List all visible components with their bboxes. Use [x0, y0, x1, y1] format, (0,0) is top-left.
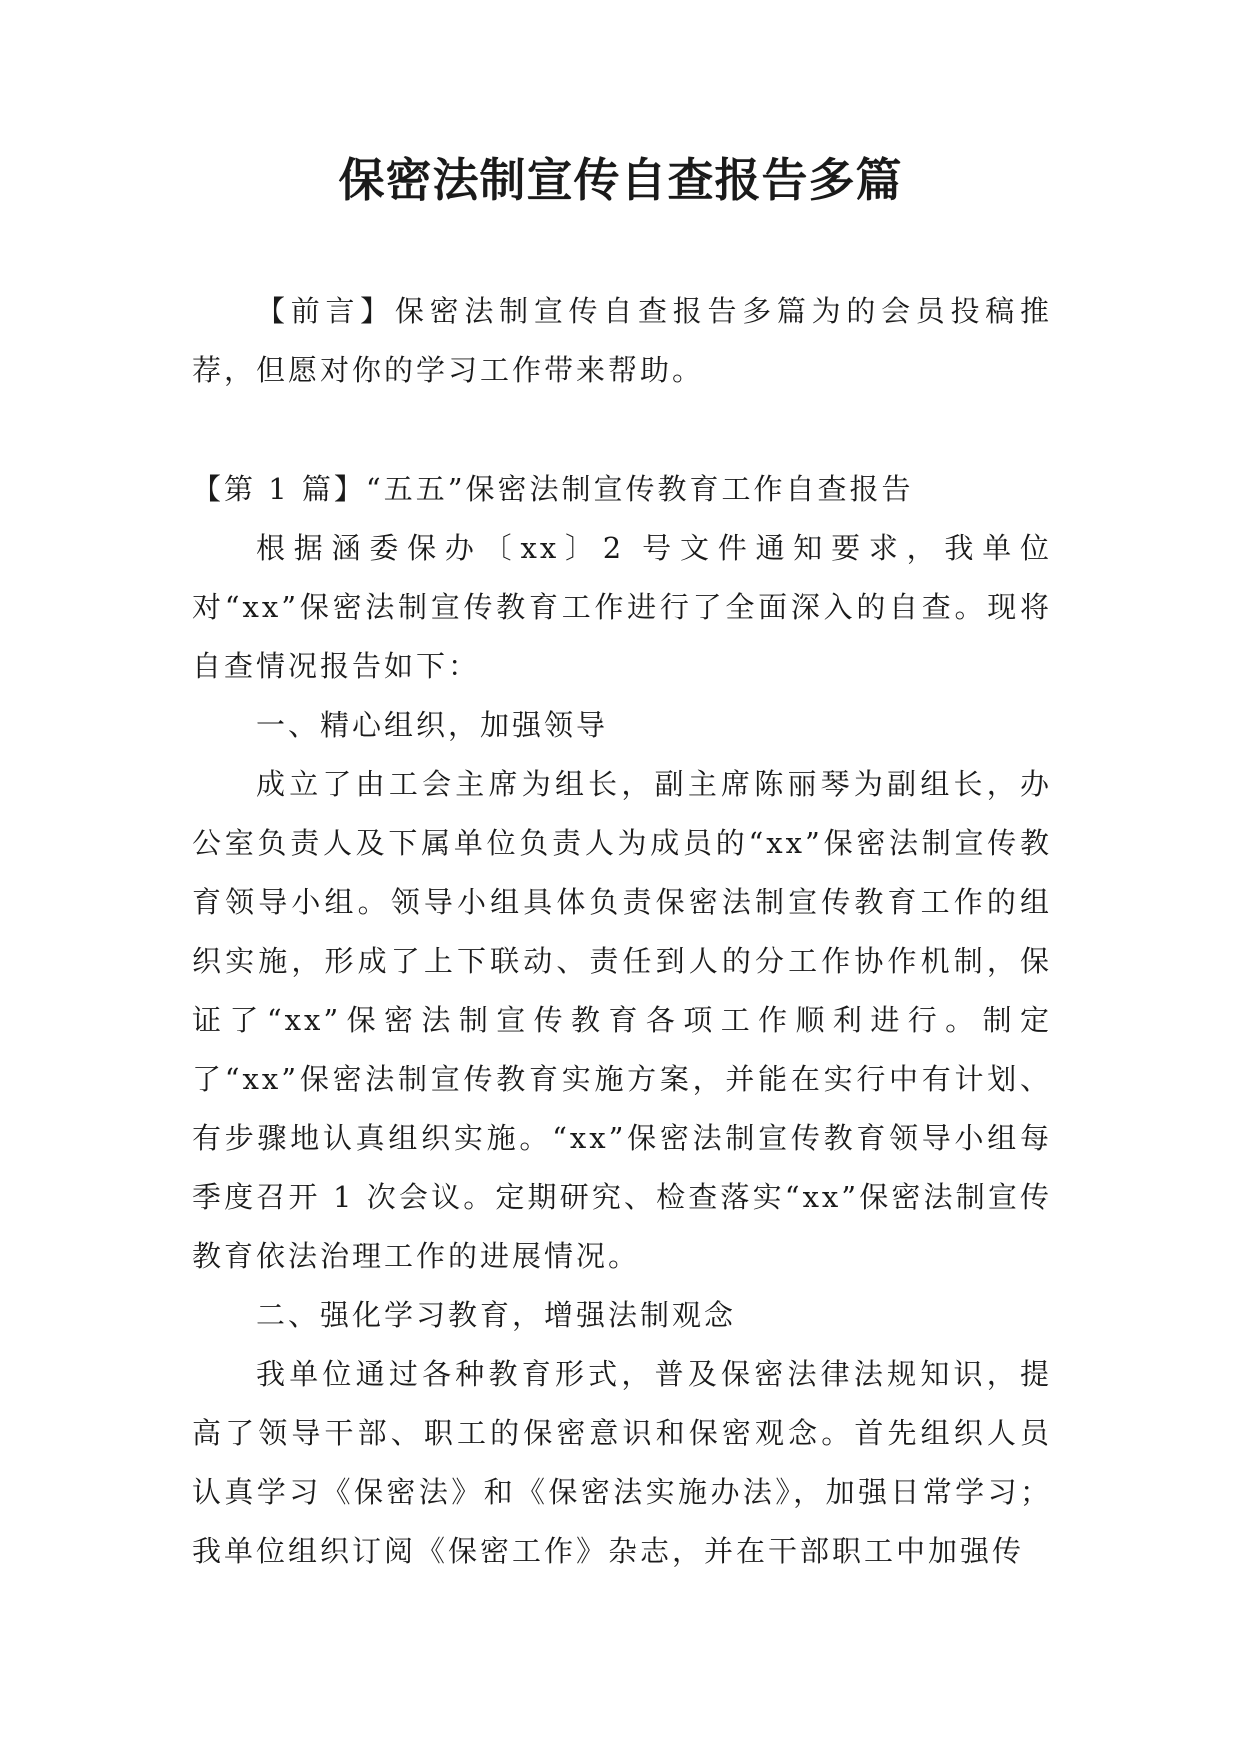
section-heading: 【第 1 篇】“五五”保密法制宣传教育工作自查报告: [192, 472, 914, 506]
subsection-heading: 一、精心组织，加强领导: [256, 708, 609, 742]
subsection-heading: 二、强化学习教育，增强法制观念: [256, 1298, 737, 1332]
document-body: [192, 519, 1052, 1581]
body-paragraph: 我单位通过各种教育形式，普及保密法律法规知识，提高了领导干部、职工的保密意识和保密观念。首先组织人员认真学习《保密法》和《保密法实施办法》，加强日常学习；我单位组织订阅《保密工作》杂志，并在干部职工中加强传: [192, 1357, 1052, 1568]
body-paragraph: 成立了由工会主席为组长，副主席陈丽琴为副组长，办公室负责人及下属单位负责人为成员的“xx”保密法制宣传教育领导小组。领导小组具体负责保密法制宣传教育工作的组织实施，形成了上下联动、责任到人的分工作协作机制，保证了“xx”保密法制宣传教育各项工作顺利进行。制定了“xx”保密法制宣传教育实施方案，并能在实行中有计划、有步骤地认真组织实施。“xx”保密法制宣传教育领导小组每季度召开 1 次会议。定期研究、检查落实“xx”保密法制宣传教育依法治理工作的进展情况。: [192, 767, 1052, 1273]
preface-paragraph: 【前言】保密法制宣传自查报告多篇为的会员投稿推荐，但愿对你的学习工作带来帮助。: [192, 294, 1052, 387]
body-paragraph: 根据涵委保办〔xx〕2 号文件通知要求，我单位对“xx”保密法制宣传教育工作进行了全面深入的自查。现将自查情况报告如下：: [192, 531, 1052, 683]
document-title: 保密法制宣传自查报告多篇: [338, 153, 903, 207]
